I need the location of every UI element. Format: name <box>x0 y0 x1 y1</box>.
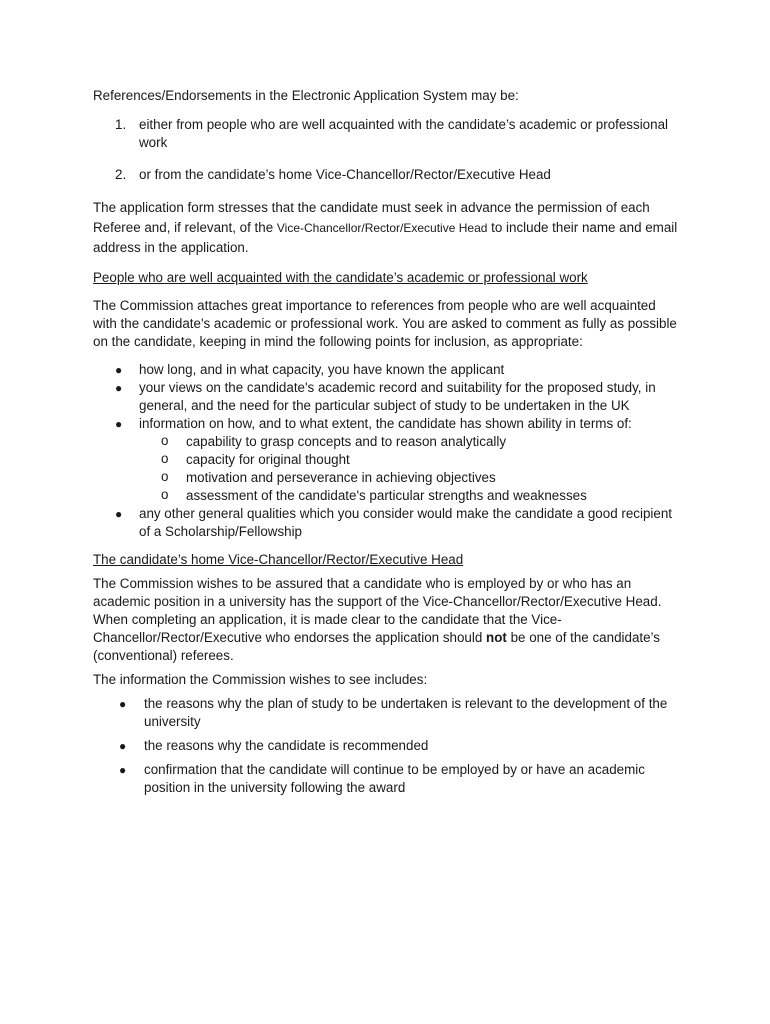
sublist-item-text: capacity for original thought <box>186 452 350 467</box>
referees-paragraph: The Commission attaches great importance to references from people who are well acquainted with the candidate's academic or professional work. You are asked to comment as fully as possible on the candidate, keeping in mind the following points for inclusion, as appropriate: <box>93 298 677 349</box>
route-text: or from the candidate’s home Vice-Chancellor/Rector/Executive Head <box>139 167 551 182</box>
vc-text-2: be one of the candidate’s (conventional) referees. <box>93 630 660 663</box>
route-item <box>93 116 678 152</box>
bullet-icon: ● <box>115 363 123 377</box>
vc-bold-text: not <box>486 630 507 645</box>
bullet-icon: ● <box>115 381 123 395</box>
list-item <box>93 695 678 731</box>
sublist-item <box>139 433 678 451</box>
bullet-icon: ● <box>119 739 127 753</box>
referee-points-list <box>93 361 678 541</box>
permission-paragraph <box>93 198 678 258</box>
sublist-item <box>139 469 678 487</box>
list-item <box>93 737 678 755</box>
section-heading-referees: People who are well acquainted with the candidate’s academic or professional work <box>93 270 588 285</box>
circle-bullet-icon: o <box>161 451 169 466</box>
route-text: either from people who are well acquainted with the candidate’s academic or professional work <box>139 117 668 150</box>
information-list <box>93 695 678 797</box>
sublist-item-text: motivation and perseverance in achieving objectives <box>186 470 496 485</box>
list-number: 1. <box>115 117 127 132</box>
bullet-icon: ● <box>115 507 123 521</box>
sublist-item-text: assessment of the candidate's particular strengths and weaknesses <box>186 488 587 503</box>
list-item-text: confirmation that the candidate will continue to be employed by or have an academic position in the university following the award <box>144 762 645 795</box>
list-number: 2. <box>115 167 127 182</box>
list-item <box>93 761 678 797</box>
sublist-item <box>139 487 678 505</box>
document-body <box>93 87 678 803</box>
list-item <box>93 379 678 415</box>
circle-bullet-icon: o <box>161 469 169 484</box>
ability-sublist <box>139 433 678 505</box>
list-item <box>93 415 678 505</box>
sublist-item-text: capability to grasp concepts and to reason analytically <box>186 434 507 449</box>
permission-text-2: to include their name and email address in the application. <box>93 220 678 255</box>
reference-routes-list <box>93 116 678 184</box>
section-heading-vice-chancellor: The candidate’s home Vice-Chancellor/Rector/Executive Head <box>93 552 464 567</box>
bullet-icon: ● <box>115 417 123 431</box>
bullet-icon: ● <box>119 697 127 711</box>
vc-text-1: The Commission wishes to be assured that a candidate who is employed by or who has an academic position in a university has the support of the Vice-Chancellor/Rector/Executive Head. When completing an application, it is made clear to the candidate that the Vice-Chancellor/Rector/Executive who endorses the application should <box>93 576 662 645</box>
list-item <box>93 361 678 379</box>
intro-text: References/Endorsements in the Electronic Application System may be: <box>93 88 519 103</box>
info-intro: The information the Commission wishes to see includes: <box>93 672 428 687</box>
list-item <box>93 505 678 541</box>
list-item-text: your views on the candidate's academic record and suitability for the proposed study, in general, and the need for the particular subject of study to be undertaken in the UK <box>139 380 656 413</box>
circle-bullet-icon: o <box>161 433 169 448</box>
list-item-text: information on how, and to what extent, the candidate has shown ability in terms of: <box>139 416 632 431</box>
list-item-text: how long, and in what capacity, you have known the applicant <box>139 362 505 377</box>
sublist-item <box>139 451 678 469</box>
list-item-text: the reasons why the plan of study to be undertaken is relevant to the development of the university <box>144 696 668 729</box>
circle-bullet-icon: o <box>161 487 169 502</box>
bullet-icon: ● <box>119 763 127 777</box>
list-item-text: the reasons why the candidate is recommended <box>144 738 429 753</box>
permission-text-1: The application form stresses that the candidate must seek in advance the permission of each Referee and, if relevant, of the <box>93 200 650 235</box>
list-item-text: any other general qualities which you consider would make the candidate a good recipient of a Scholarship/Fellowship <box>139 506 672 539</box>
vice-chancellor-paragraph <box>93 575 678 665</box>
permission-small-text: Vice-Chancellor/Rector/Executive Head <box>276 221 488 235</box>
route-item <box>93 166 678 184</box>
